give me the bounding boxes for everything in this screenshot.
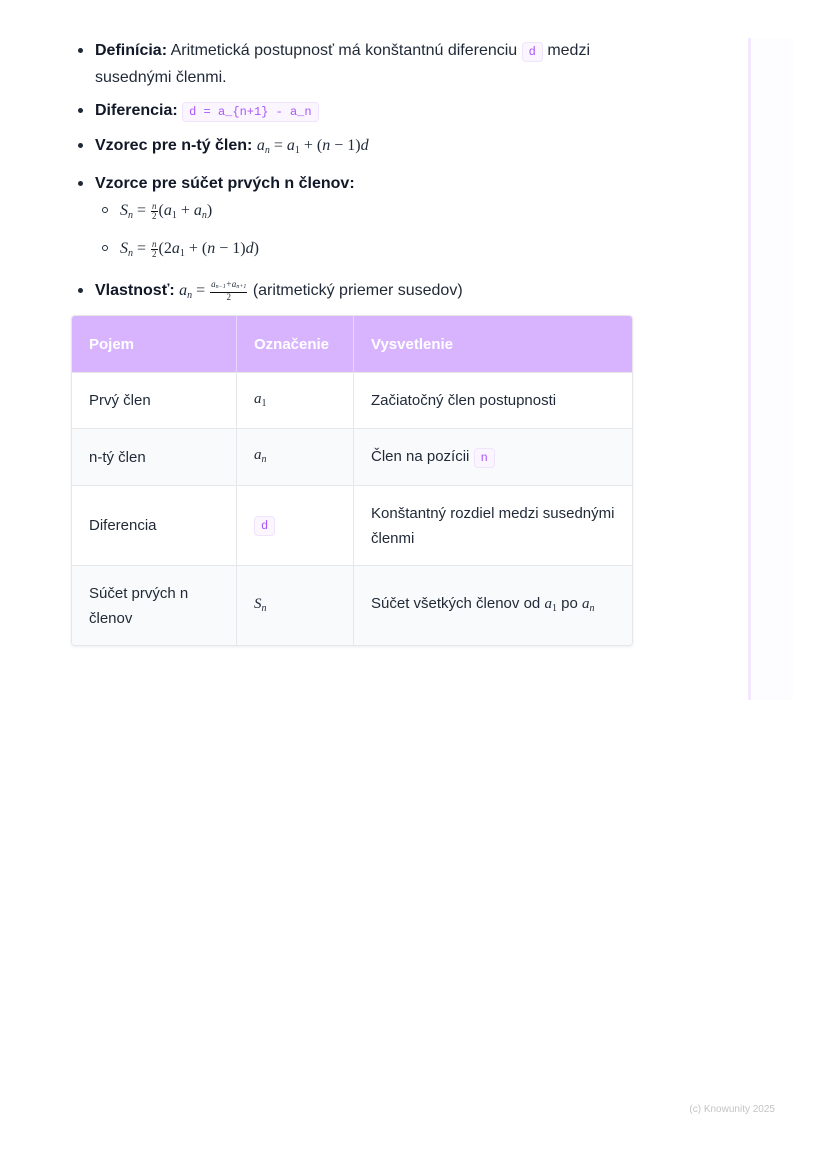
table-row	[72, 428, 632, 485]
property-formula: $a_n$ = $\frac{a_{n-1}+a_{n+1}}{2}$	[179, 279, 247, 303]
header-term: Pojem	[72, 316, 237, 372]
definition-text-after: medzi susednými členmi.	[95, 42, 590, 86]
side-panel	[748, 38, 793, 700]
cell-symbol: $S_n$	[237, 565, 354, 645]
bullet-difference	[71, 98, 633, 125]
bullet-list	[71, 38, 633, 308]
difference-label: Diferencia:	[95, 102, 178, 119]
copyright-footer: (c) Knowunity 2025	[689, 1104, 775, 1115]
cell-term: Diferencia	[72, 485, 237, 565]
nth-term-formula: $a_n = a_1 + (n - 1)d$	[256, 137, 369, 156]
explanation-text-mid: po	[561, 594, 578, 612]
bullet-property	[71, 278, 633, 308]
cell-explanation: Súčet všetkých členov od $a_1$ po $a_n$	[354, 565, 632, 645]
cell-explanation: Konštantný rozdiel medzi susednými členmi	[354, 485, 632, 565]
property-label: Vlastnosť:	[95, 282, 175, 299]
cell-term: Prvý člen	[72, 372, 237, 428]
definition-label: Definícia:	[95, 42, 168, 59]
difference-code: d = a_{n+1} - a_n	[182, 102, 318, 122]
sum-formula-1: $S_n$ = $\frac{n}{2}$ $(a_1 + a_n)$	[95, 198, 633, 228]
table-header-row	[72, 316, 632, 372]
cell-explanation	[354, 428, 632, 485]
explanation-text: Člen na pozícii	[371, 447, 470, 465]
cell-symbol: $a_1$	[237, 372, 354, 428]
inline-code-d: d	[522, 42, 543, 62]
cell-explanation: Začiatočný člen postupnosti	[354, 372, 632, 428]
table-row	[72, 485, 632, 565]
inline-code-n: n	[474, 448, 495, 468]
cell-symbol: $a_n$	[237, 428, 354, 485]
cell-symbol	[237, 485, 354, 565]
sum-formula-list	[95, 198, 633, 266]
table-row	[72, 372, 632, 428]
cell-term: n-tý člen	[72, 428, 237, 485]
bullet-sum	[71, 171, 633, 266]
nth-term-label: Vzorec pre n-tý člen:	[95, 137, 253, 154]
inline-code-d: d	[254, 516, 275, 536]
header-explanation: Vysvetlenie	[354, 316, 632, 372]
explanation-text: Súčet všetkých členov od	[371, 594, 541, 612]
bullet-definition	[71, 38, 633, 90]
definition-text: Aritmetická postupnosť má konštantnú diferenciu	[170, 42, 518, 59]
bullet-nth-term	[71, 133, 633, 163]
cell-term: Súčet prvých n členov	[72, 565, 237, 645]
sum-label: Vzorce pre súčet prvých n členov:	[95, 175, 355, 192]
table-row	[72, 565, 632, 645]
header-symbol: Označenie	[237, 316, 354, 372]
sum-formula-2: $S_n$ = $\frac{n}{2}$ $(2a_1 + (n - 1)d)$	[95, 236, 633, 266]
notes-content	[71, 38, 633, 316]
property-text: (aritmetický priemer susedov)	[252, 282, 463, 299]
terms-table	[71, 315, 633, 646]
